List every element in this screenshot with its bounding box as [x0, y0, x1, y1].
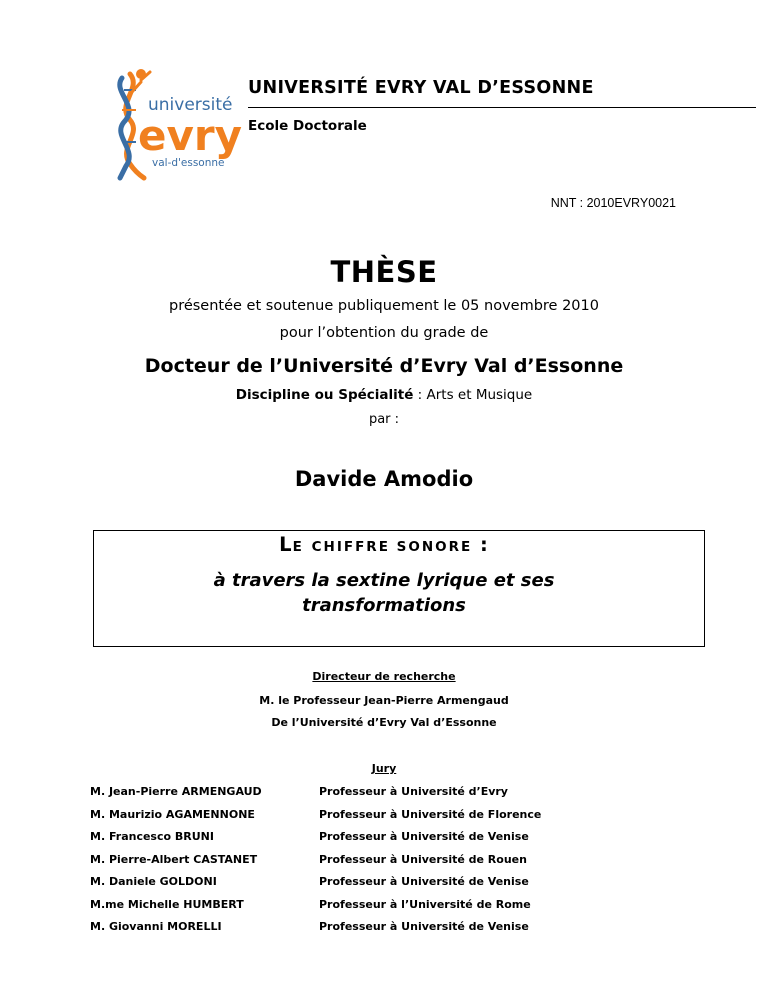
jury-member-role: Professeur à Université d’Evry — [319, 785, 508, 798]
director-label: Directeur de recherche — [312, 670, 456, 683]
university-logo — [108, 66, 248, 181]
title-colon: : — [480, 533, 489, 556]
subtitle-line-1: à travers la sextine lyrique et ses — [213, 570, 555, 591]
jury-member-name: M. Maurizio AGAMENNONE — [90, 807, 255, 821]
jury-member-name: M. Jean-Pierre ARMENGAUD — [90, 785, 262, 798]
jury-member-name: M. Pierre-Albert CASTANET — [90, 852, 258, 866]
logo-helix-blue — [120, 78, 129, 178]
jury-member-row — [90, 853, 690, 876]
jury-member-row — [90, 808, 690, 831]
header-rule — [248, 107, 756, 108]
title-chiffre-sonore: CHIFFRE SONORE — [311, 539, 473, 555]
subtitle-line-2: transformations — [302, 595, 466, 616]
university-title: UNIVERSITÉ EVRY VAL D’ESSONNE — [248, 78, 594, 98]
document-type-title: THÈSE — [330, 255, 438, 289]
jury-member-row — [90, 785, 690, 808]
logo-text-universite: université — [148, 95, 233, 115]
jury-member-name: M. Francesco BRUNI — [90, 830, 214, 843]
jury-member-name: M. Giovanni MORELLI — [90, 920, 222, 933]
degree-title: Docteur de l’Université d’Evry Val d’Essonne — [144, 355, 624, 377]
jury-member-role: Professeur à Université de Florence — [319, 807, 542, 821]
jury-member-name: M.me Michelle HUMBERT — [90, 897, 244, 911]
jury-label: Jury — [371, 762, 397, 775]
thesis-subtitle — [0, 568, 768, 618]
nnt-number: NNT : 2010EVRY0021 — [550, 196, 676, 210]
logo-text-val-essonne: val-d'essonne — [152, 157, 225, 169]
discipline-line — [0, 387, 768, 403]
jury-member-role: Professeur à l’Université de Rome — [319, 897, 531, 911]
par-label: par : — [368, 412, 400, 427]
director-affiliation: De l’Université d’Evry Val d’Essonne — [271, 716, 497, 729]
jury-member-name: M. Daniele GOLDONI — [90, 875, 217, 888]
author-name: Davide Amodio — [294, 467, 474, 491]
jury-member-role: Professeur à Université de Rouen — [319, 852, 527, 866]
logo-text-evry: evry — [138, 111, 242, 160]
discipline-label: Discipline ou Spécialité — [235, 387, 414, 403]
discipline-value: : Arts et Musique — [413, 387, 533, 403]
thesis-main-title — [0, 533, 768, 556]
degree-intro-line: pour l’obtention du grade de — [279, 325, 489, 341]
title-letter-e: E — [292, 539, 304, 555]
title-letter-l: L — [279, 533, 293, 556]
jury-member-row — [90, 830, 690, 853]
director-name: M. le Professeur Jean-Pierre Armengaud — [259, 694, 509, 707]
jury-member-row — [90, 875, 690, 898]
jury-member-role: Professeur à Université de Venise — [319, 920, 529, 933]
doctoral-school: Ecole Doctorale — [248, 118, 367, 134]
jury-member-role: Professeur à Université de Venise — [319, 875, 529, 888]
jury-member-role: Professeur à Université de Venise — [319, 830, 529, 843]
defense-date-line: présentée et soutenue publiquement le 05 novembre 2010 — [168, 298, 599, 314]
jury-member-row — [90, 898, 690, 921]
jury-member-row — [90, 920, 690, 943]
